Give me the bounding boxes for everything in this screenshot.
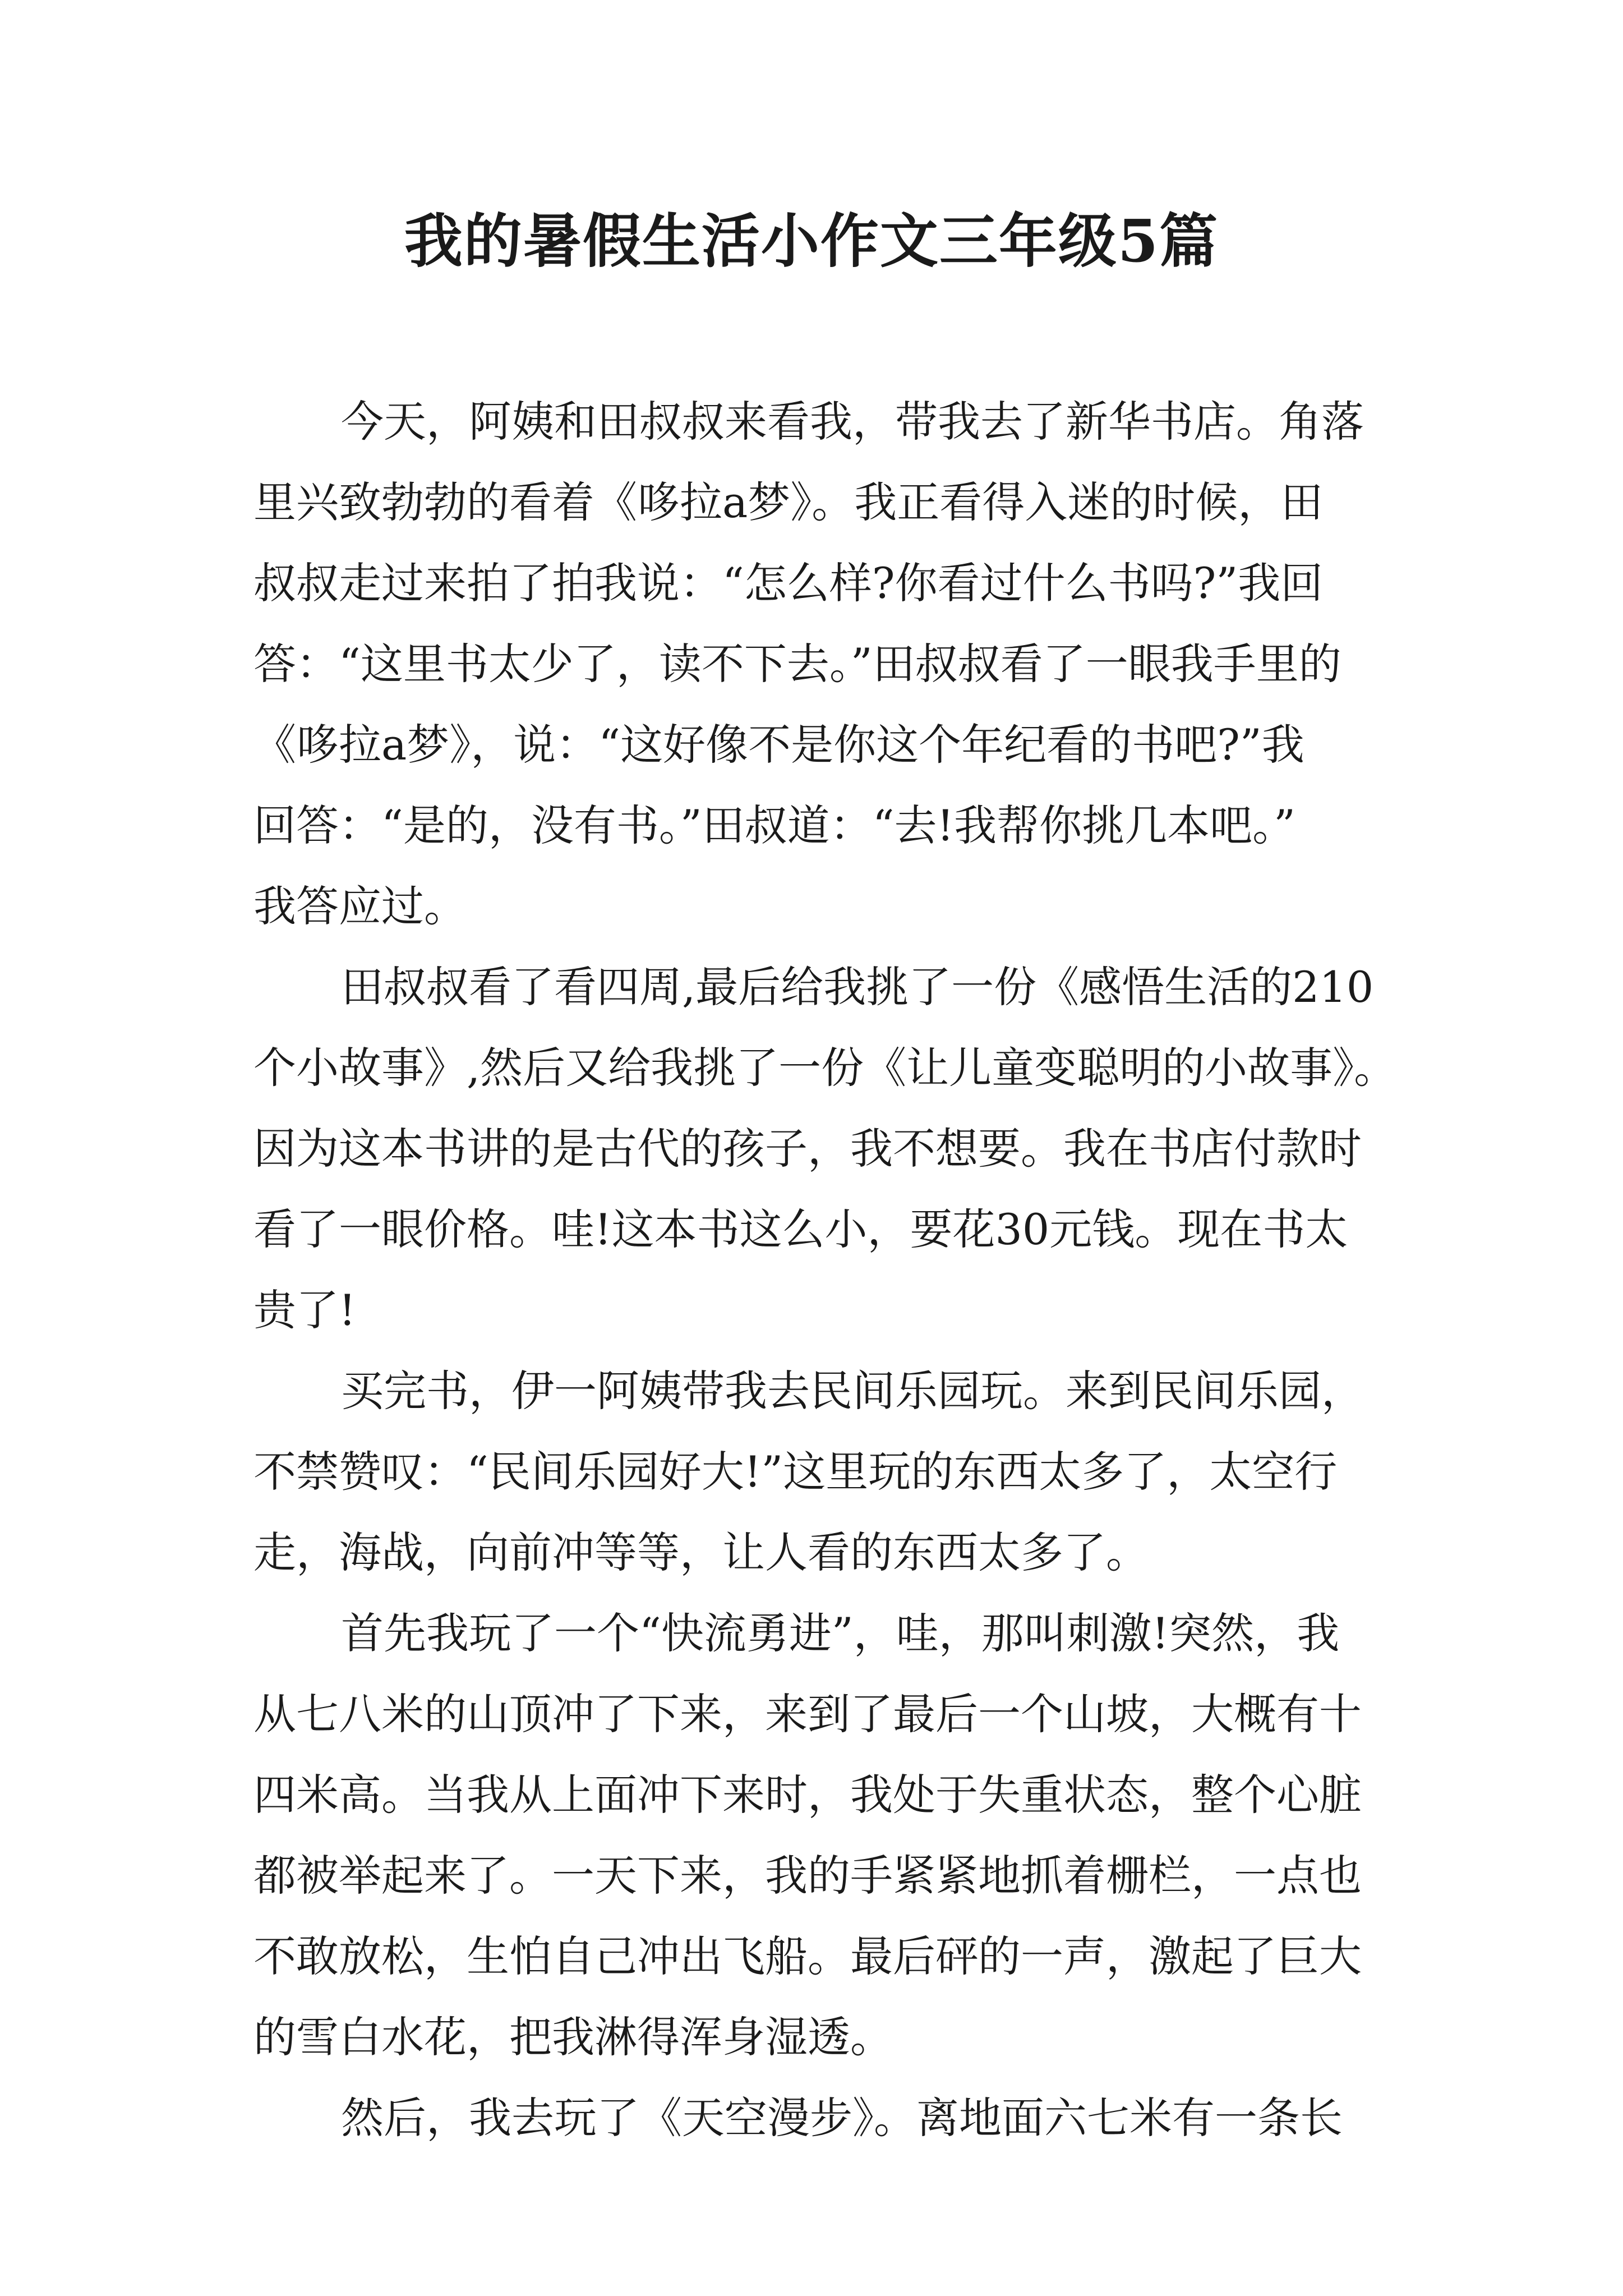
text-line: 我答应过。 xyxy=(253,881,467,931)
text-line: 《哆拉a梦》，说：“这好像不是你这个年纪看的书吧?”我 xyxy=(253,720,1304,770)
text-line: 从七八米的山顶冲了下来，来到了最后一个山坡，大概有十 xyxy=(253,1689,1362,1739)
text-line: 叔叔走过来拍了拍我说：“怎么样?你看过什么书吗?”我回 xyxy=(253,558,1324,608)
paragraph-first-line: 首先我玩了一个“快流勇进”，哇，那叫刺激!突然，我 xyxy=(341,1608,1340,1658)
document-body xyxy=(253,381,1397,2159)
document-title: 我的暑假生活小作文三年级5篇 xyxy=(404,206,1219,275)
text-line: 的雪白水花，把我淋得浑身湿透。 xyxy=(253,2012,893,2062)
paragraph-first-line: 然后，我去玩了《天空漫步》。离地面六七米有一条长 xyxy=(341,2093,1343,2143)
text-line: 个小故事》,然后又给我挑了一份《让儿童变聪明的小故事》。 xyxy=(253,1043,1397,1093)
text-line: 都被举起来了。一天下来，我的手紧紧地抓着栅栏，一点也 xyxy=(253,1851,1362,1901)
text-line: 不禁赞叹：“民间乐园好大!”这里玩的东西太多了，太空行 xyxy=(253,1447,1338,1497)
paragraph-first-line: 田叔叔看了看四周,最后给我挑了一份《感悟生活的210 xyxy=(341,962,1374,1012)
text-line: 走，海战，向前冲等等，让人看的东西太多了。 xyxy=(253,1527,1149,1577)
text-line: 回答：“是的，没有书。”田叔道：“去!我帮你挑几本吧。” xyxy=(253,800,1295,850)
text-line: 答：“这里书太少了，读不下去。”田叔叔看了一眼我手里的 xyxy=(253,639,1341,689)
text-line: 四米高。当我从上面冲下来时，我处于失重状态，整个心脏 xyxy=(253,1770,1362,1820)
text-line: 看了一眼价格。哇!这本书这么小，要花30元钱。现在书太 xyxy=(253,1204,1348,1254)
text-line: 不敢放松，生怕自己冲出飞船。最后砰的一声，激起了巨大 xyxy=(253,1931,1362,1981)
text-line: 贵了! xyxy=(253,1285,356,1335)
paragraph-first-line: 买完书，伊一阿姨带我去民间乐园玩。来到民间乐园， xyxy=(341,1366,1364,1416)
text-line: 里兴致勃勃的看着《哆拉a梦》。我正看得入迷的时候，田 xyxy=(253,477,1324,527)
text-line: 因为这本书讲的是古代的孩子，我不想要。我在书店付款时 xyxy=(253,1124,1362,1174)
paragraph-first-line: 今天，阿姨和田叔叔来看我，带我去了新华书店。角落 xyxy=(341,397,1364,447)
